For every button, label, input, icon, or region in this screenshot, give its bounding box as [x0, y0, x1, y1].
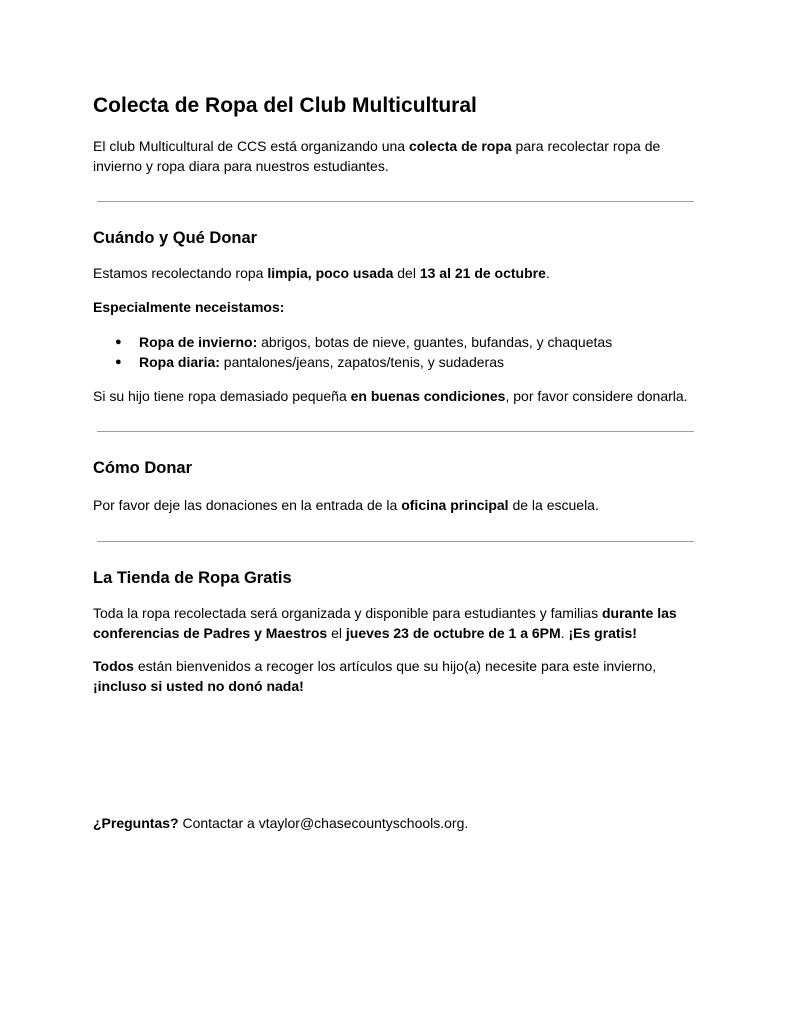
intro-text: El club Multicultural de CCS está organizando una: [93, 138, 409, 154]
welcome-note: ¡incluso si usted no donó nada!: [93, 678, 304, 694]
divider: [97, 541, 694, 542]
donate-location: oficina principal: [401, 497, 509, 513]
needs-list: [93, 332, 698, 372]
small-clothes-paragraph: [93, 386, 698, 406]
small-clothes-text: Si su hijo tiene ropa demasiado pequeña: [93, 388, 351, 404]
donate-text: Por favor deje las donaciones en la entrada de la: [93, 497, 402, 513]
list-item-label: Ropa diaria:: [139, 354, 220, 370]
contact-paragraph: [93, 813, 698, 833]
list-item-text: pantalones/jeans, zapatos/tenis, y sudaderas: [219, 354, 504, 370]
contact-questions: ¿Preguntas?: [93, 815, 179, 831]
divider: [97, 201, 694, 202]
bullet-icon: ●: [115, 356, 122, 368]
donate-text-end: de la escuela.: [508, 497, 599, 513]
free-store-text-mid2: .: [560, 625, 569, 641]
section-heading-free-store: La Tienda de Ropa Gratis: [93, 569, 292, 587]
free-store-date: jueves 23 de octubre de 1 a 6PM: [345, 625, 561, 641]
collect-text: Estamos recolectando ropa: [93, 265, 268, 281]
collect-dates-paragraph: [93, 263, 698, 283]
intro-bold: colecta de ropa: [408, 138, 512, 154]
list-item-text: abrigos, botas de nieve, guantes, bufandas, y chaquetas: [257, 334, 613, 350]
small-clothes-text-end: , por favor considere donarla.: [505, 388, 688, 404]
small-clothes-bold: en buenas condiciones: [350, 388, 506, 404]
how-to-donate-paragraph: [93, 495, 698, 515]
list-item-daily: [93, 352, 698, 372]
free-store-text: Toda la ropa recolectada será organizada y disponible para estudiantes y familias: [93, 605, 602, 621]
free-store-text-mid: el: [327, 625, 346, 641]
document-title: Colecta de Ropa del Club Multicultural: [93, 94, 477, 117]
list-item-label: Ropa de invierno:: [139, 334, 258, 350]
collect-dates: 13 al 21 de octubre: [419, 265, 546, 281]
list-item-winter: [93, 332, 698, 352]
contact-email-text: Contactar a vtaylor@chasecountyschools.org.: [178, 815, 469, 831]
free-store-paragraph: [93, 603, 698, 643]
collect-text-mid: del: [393, 265, 420, 281]
divider: [97, 431, 694, 432]
free-store-when: durante las conferencias de Padres y Maestros: [93, 605, 677, 641]
needs-label-text: Especialmente neceistamos:: [93, 299, 285, 315]
welcome-text: están bienvenidos a recoger los artículos que su hijo(a) necesite para este invierno,: [133, 658, 657, 674]
welcome-everyone: Todos: [93, 658, 134, 674]
section-heading-when-what: Cuándo y Qué Donar: [93, 229, 258, 247]
bullet-icon: ●: [115, 336, 122, 348]
collect-condition: limpia, poco usada: [267, 265, 394, 281]
free-store-free: ¡Es gratis!: [568, 625, 637, 641]
collect-text-end: .: [545, 265, 550, 281]
welcome-paragraph: [93, 656, 698, 696]
section-heading-how-to-donate: Cómo Donar: [93, 459, 192, 477]
intro-paragraph: [93, 136, 698, 176]
intro-text-end: para recolectar ropa de invierno y ropa diara para nuestros estudiantes.: [93, 138, 661, 174]
needs-label: [93, 297, 698, 317]
